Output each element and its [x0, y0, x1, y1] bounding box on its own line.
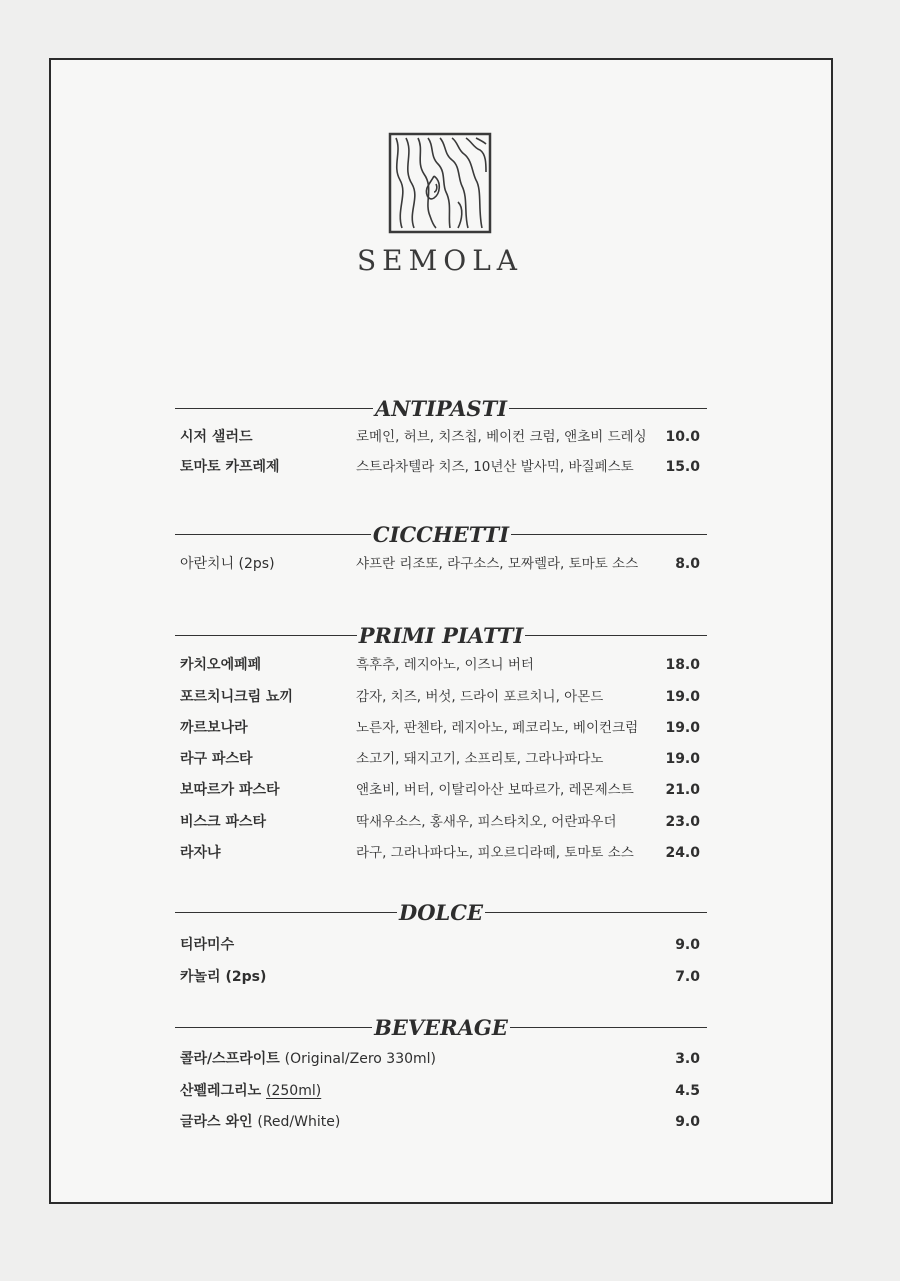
section-beverage-header: [175, 1012, 707, 1042]
menu-item: [180, 747, 702, 771]
divider-line: [175, 635, 357, 636]
item-price: 3.0: [675, 1051, 700, 1067]
item-description: 스트라차텔라 치즈, 10년산 발사믹, 바질페스토: [356, 459, 634, 475]
divider-line: [175, 408, 373, 409]
item-description: 앤초비, 버터, 이탈리아산 보따르가, 레몬제스트: [356, 782, 634, 798]
divider-line: [175, 1027, 372, 1028]
item-price: 10.0: [665, 429, 700, 445]
menu-item: [180, 653, 702, 677]
menu-item: [180, 1079, 702, 1103]
item-name: 시저 샐러드: [180, 429, 253, 445]
section-title: DOLCE: [399, 899, 483, 925]
menu-item: [180, 716, 702, 740]
item-price: 15.0: [665, 459, 700, 475]
item-price: 9.0: [675, 937, 700, 953]
item-description: 감자, 치즈, 버섯, 드라이 포르치니, 아몬드: [356, 689, 604, 705]
item-price: 23.0: [665, 814, 700, 830]
item-name: [180, 1047, 436, 1071]
item-name: [180, 1079, 321, 1103]
item-price: 8.0: [675, 556, 700, 572]
wood-grain-logo-icon: [388, 132, 492, 234]
item-name-text: 글라스 와인: [180, 1114, 253, 1130]
menu-item: [180, 841, 702, 865]
item-note: (Original/Zero 330ml): [284, 1051, 436, 1067]
divider-line: [175, 534, 371, 535]
item-name: 티라미수: [180, 937, 235, 953]
section-title: CICCHETTI: [372, 521, 510, 547]
menu-item: [180, 425, 702, 449]
item-price: 19.0: [665, 720, 700, 736]
item-price: 18.0: [665, 657, 700, 673]
item-description: 흑후추, 레지아노, 이즈니 버터: [356, 657, 534, 673]
menu-item: [180, 1110, 702, 1134]
item-name: 비스크 파스타: [180, 814, 267, 830]
item-name: [180, 1110, 340, 1134]
brand-name: SEMOLA: [356, 244, 524, 277]
item-note: (Red/White): [257, 1114, 341, 1130]
section-antipasti-header: [175, 393, 707, 423]
item-description: 로메인, 허브, 치즈칩, 베이컨 크럼, 앤초비 드레싱: [356, 429, 647, 445]
menu-item: [180, 1047, 702, 1071]
item-name: 보따르가 파스타: [180, 782, 280, 798]
divider-line: [175, 912, 397, 913]
item-name: 카치오에페페: [180, 657, 262, 673]
menu-item: [180, 552, 702, 576]
item-price: 7.0: [675, 969, 700, 985]
item-price: 19.0: [665, 751, 700, 767]
menu-item: [180, 685, 702, 709]
item-description: 라구, 그라나파다노, 피오르디라떼, 토마토 소스: [356, 845, 634, 861]
item-name: 까르보나라: [180, 720, 248, 736]
item-name: 토마토 카프레제: [180, 459, 280, 475]
item-price: 9.0: [675, 1114, 700, 1130]
section-dolce-header: [175, 897, 707, 927]
divider-line: [510, 1027, 707, 1028]
item-name: 카놀리 (2ps): [180, 969, 267, 985]
item-name-text: 산펠레그리노: [180, 1083, 262, 1099]
divider-line: [525, 635, 707, 636]
section-title: BEVERAGE: [374, 1014, 508, 1040]
item-name: 포르치니크림 뇨끼: [180, 689, 294, 705]
divider-line: [511, 534, 707, 535]
divider-line: [509, 408, 707, 409]
section-cicchetti-header: [175, 519, 707, 549]
item-name: 라자냐: [180, 845, 221, 861]
item-price: 21.0: [665, 782, 700, 798]
item-description: 노른자, 판첸타, 레지아노, 페코리노, 베이컨크럼: [356, 720, 639, 736]
section-primi-piatti-header: [175, 620, 707, 650]
menu-item: [180, 933, 702, 957]
item-price: 24.0: [665, 845, 700, 861]
item-price: 4.5: [675, 1083, 700, 1099]
item-description: 소고기, 돼지고기, 소프리토, 그라나파다노: [356, 751, 604, 767]
divider-line: [485, 912, 707, 913]
item-description: 딱새우소스, 홍새우, 피스타치오, 어란파우더: [356, 814, 617, 830]
section-title: PRIMI PIATTI: [358, 622, 524, 648]
menu-item: [180, 965, 702, 989]
section-title: ANTIPASTI: [374, 395, 508, 421]
item-description: 샤프란 리조또, 라구소스, 모짜렐라, 토마토 소스: [356, 556, 639, 572]
item-name: 아란치니 (2ps): [180, 556, 275, 572]
menu-item: [180, 810, 702, 834]
item-name: 라구 파스타: [180, 751, 253, 767]
menu-item: [180, 778, 702, 802]
item-note: (250ml): [266, 1083, 322, 1099]
menu-item: [180, 455, 702, 479]
item-price: 19.0: [665, 689, 700, 705]
item-name-text: 콜라/스프라이트: [180, 1051, 280, 1067]
